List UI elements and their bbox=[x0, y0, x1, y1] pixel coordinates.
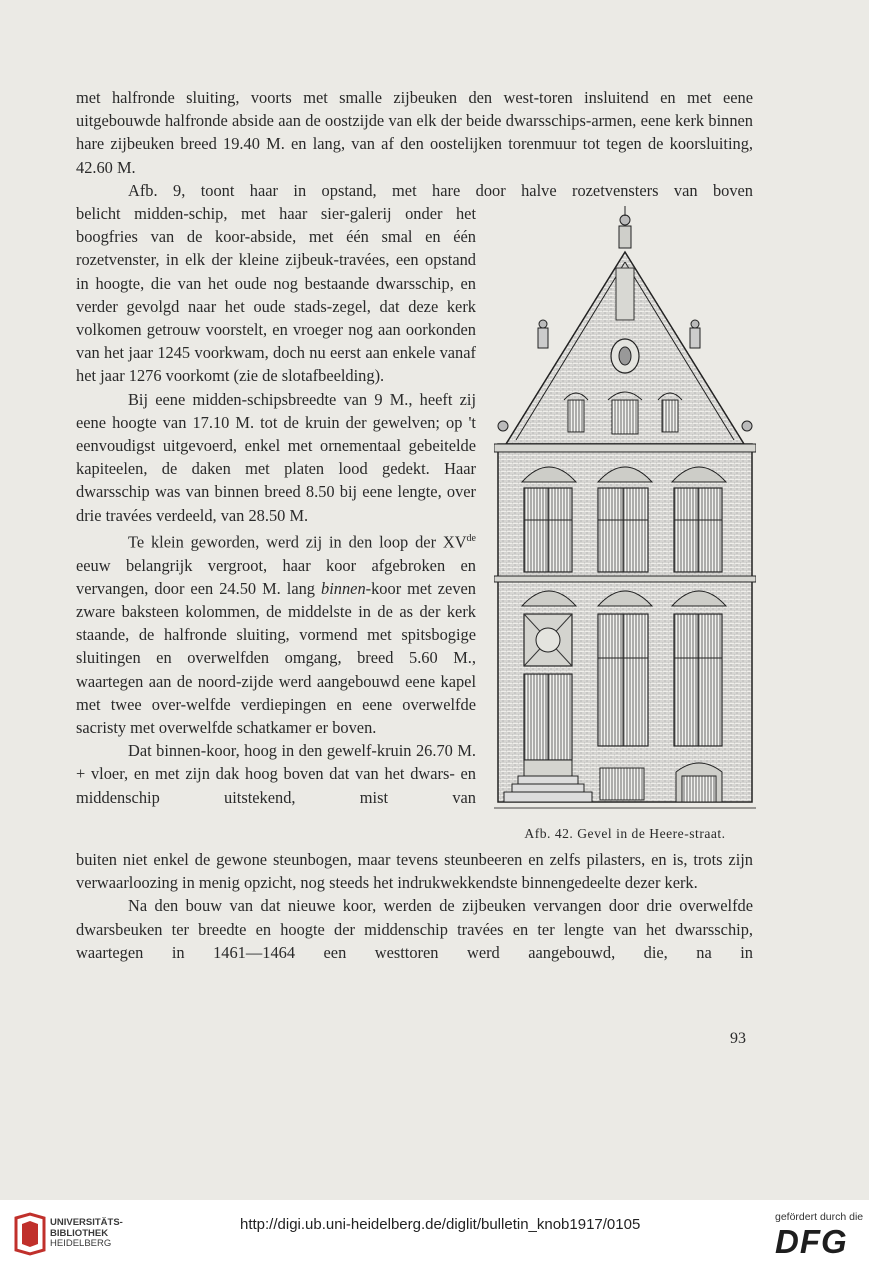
paragraph: Na den bouw van dat nieuwe koor, werden de zijbeuken vervangen door drie overwelfde dwarsbeuken ter breedte en hoogte der middenschip travées en ter lengte van het dwarsschip, waartegen in 1461—1464 een westtoren werd aangebouwd, die, na in bbox=[76, 896, 753, 962]
text-block-bottom bbox=[76, 848, 753, 964]
text-block-top bbox=[76, 86, 753, 202]
library-logo-icon bbox=[10, 1212, 50, 1256]
digitization-footer bbox=[0, 1200, 869, 1267]
paragraph: buiten niet enkel de gewone steunbogen, maar tevens steunbeeren en zelfs pilasters, en is, trots zijn verwaarloozing in menig opzicht, nog steeds het indrukwekkendste binnengedeelte dezer kerk. bbox=[76, 850, 753, 893]
paragraph: Afb. 9, toont haar in opstand, met hare door halve rozetvensters van boven bbox=[128, 180, 753, 200]
paragraph: Dat binnen-koor, hoog in den gewelf-kruin 26.70 M. + vloer, en met zijn dak hoog boven dat van het dwars- en middenschip uitstekend, mist van bbox=[76, 741, 476, 807]
facade-illustration bbox=[494, 204, 756, 816]
source-url-link[interactable]: http://digi.ub.uni-heidelberg.de/diglit/bulletin_knob1917/0105 bbox=[240, 1216, 641, 1233]
figure-caption: Afb. 42. Gevel in de Heere-straat. bbox=[524, 826, 726, 841]
paragraph: belicht midden-schip, met haar sier-galerij onder het boogfries van de koor-abside, met één smal en één rozetvenster, in elk der kleine zijbeuk-travées, een opstand in hoogte, die van het oude nog bestaande dwarsschip, en verder gevolgd naar het oude stads-zegel, dat deze kerk volkomen getrouw voorstelt, en vroeger nog aan oorkonden van het jaar 1245 voorkwam, doch nu eerst aan enkele vanaf het jaar 1276 voorkomt (zie de slotafbeelding). bbox=[76, 204, 476, 386]
paragraph: met halfronde sluiting, voorts met smalle zijbeuken den west-toren insluitend en met eene uitgebouwde halfronde abside aan de oostzijde van elk der beide dwarsschips-armen, eene kerk binnen hare zijbeuken breed 19.40 M. en lang, van af den oostelijken torenmuur tot tegen de koorsluiting, 42.60 M. bbox=[76, 88, 753, 177]
paragraph: Bij eene midden-schipsbreedte van 9 M., heeft zij eene hoogte van 17.10 M. tot de kruin der gewelven; op 't eenvoudigst uitgevoerd, enkel met ornementaal gebeitelde kapiteelen, de daken met platen lood gedekt. Haar dwarsschip was van binnen breed 8.50 bij eene lengte, over drie travées verdeeld, van 28.50 M. bbox=[76, 389, 476, 525]
paragraph-xv-century: Te klein geworden, werd zij in den loop der XVde eeuw belangrijk vergroot, haar koor afgebroken en vervangen, door een 24.50 M. lang binnen-koor met zeven zware baksteen kolommen, de middelste in de as der kerk staande, de halfronde sluiting, vormend met spitsbogige sluitingen en overwelfden omgang, breed 5.60 M., waartegen aan de noord-zijde werd aangebouwd eene kapel met twee over-welfde verdiepingen en eene overwelfde sacristy met overwelfde schatkamer er boven. bbox=[76, 532, 476, 737]
sponsor-text: gefördert durch die bbox=[775, 1211, 864, 1223]
library-name: UNIVERSITÄTS- BIBLIOTHEK HEIDELBERG bbox=[50, 1217, 123, 1249]
page-number: 93 bbox=[730, 1030, 746, 1047]
text-column-left bbox=[76, 202, 476, 809]
dfg-logo: DFG bbox=[775, 1223, 848, 1260]
